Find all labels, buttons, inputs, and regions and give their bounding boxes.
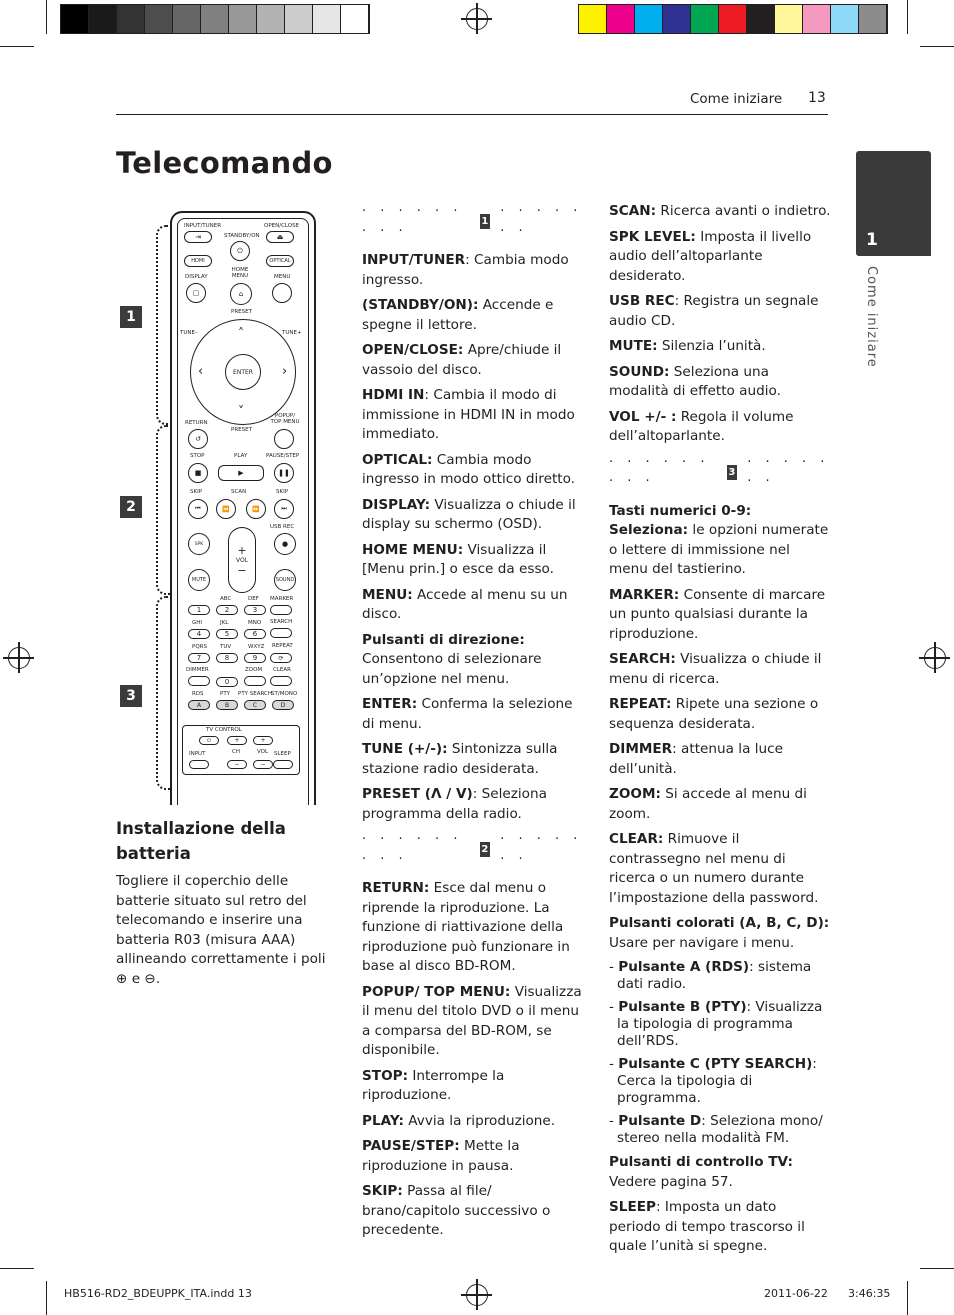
definition: Visualizza il [Menu prin.] o esce da esso. [362, 541, 554, 577]
definition: Visualizza o chiude il menu di ricerca. [609, 651, 822, 687]
label-stop: STOP [190, 453, 205, 459]
open-close-button[interactable]: ⏏ [266, 231, 294, 243]
definition-item [362, 386, 584, 445]
label-pause: PAUSE/STEP [266, 453, 300, 459]
color-swatch [663, 5, 691, 33]
tv-vol-plus-button[interactable]: + [253, 736, 273, 745]
battery-text-end: e [131, 970, 141, 987]
number-key[interactable]: 4 [188, 629, 210, 639]
color-swatch [831, 5, 859, 33]
definition-item [609, 586, 831, 645]
definition-item [609, 740, 831, 779]
color-swatch [201, 5, 229, 33]
fast-forward-button[interactable]: ⏩ [246, 499, 266, 519]
description-column-2 [609, 202, 831, 1263]
definition: Vedere pagina 57. [609, 1173, 733, 1190]
spk-level-button[interactable]: SPK [188, 533, 210, 555]
color-swatch [61, 5, 89, 33]
chapter-label: Come iniziare [864, 266, 879, 368]
definition-item [609, 292, 831, 331]
section-3-tail-list [609, 1153, 831, 1257]
label-standby: STANDBY/ON [224, 233, 260, 239]
definition: Regola il volume dell’altoparlante. [609, 408, 794, 444]
stop-button[interactable]: ■ [188, 463, 208, 483]
gray-color-bar [60, 4, 370, 34]
label-tv-control: TV CONTROL [206, 727, 242, 733]
tv-power-button[interactable]: ⏻ [199, 736, 219, 745]
section-1-list [362, 251, 584, 824]
label-tune-plus: TUNE+ [282, 330, 302, 336]
zoom-button[interactable] [244, 676, 266, 686]
section-2-continued-list [609, 202, 831, 447]
label-marker: MARKER [270, 596, 294, 602]
color-swatch [145, 5, 173, 33]
definition: : Seleziona programma della radio. [362, 786, 547, 822]
dimmer-button[interactable] [188, 676, 210, 686]
definition-item [362, 785, 584, 824]
definition-item [609, 502, 831, 580]
definition: Conferma la selezione di menu. [362, 696, 573, 732]
label-pty: PTY [220, 691, 231, 697]
definition: : Seleziona mono/ stereo nella modalità FM. [617, 1113, 823, 1146]
label-home-menu: HOME MENU [231, 267, 249, 279]
section-marker-2: 2 [120, 496, 142, 518]
vol-plus-icon: + [237, 543, 247, 557]
term: STOP: [362, 1067, 409, 1084]
color-button-list [609, 959, 831, 1147]
play-button[interactable]: ▶ [218, 465, 264, 481]
separator-marker-3: 3 [728, 466, 736, 478]
footer-date: 2011-06-22 [764, 1287, 828, 1300]
term: DISPLAY: [362, 496, 431, 513]
chapter-number: 1 [866, 230, 878, 250]
skip-forward-button[interactable]: ⏭ [274, 499, 294, 519]
number-key[interactable]: 0 [216, 677, 238, 687]
crop-mark [0, 46, 34, 47]
remote-control-illustration [170, 211, 316, 805]
usb-rec-button[interactable]: ● [274, 533, 296, 555]
color-swatch [607, 5, 635, 33]
definition-item [609, 228, 831, 287]
term: ENTER: [362, 696, 418, 712]
definition: : Visualizza la tipologia di programma dell’RDS. [617, 999, 823, 1049]
term: VOL +/- : [609, 408, 677, 425]
definition: Silenzia l’unità. [657, 338, 766, 354]
section-separator-2: · · · · · · · · · 2 · · · · · · · [362, 832, 583, 867]
registration-mark-icon [924, 647, 946, 669]
keypad-letters: MNO [248, 620, 262, 626]
direction-pad[interactable] [190, 319, 296, 425]
registration-mark-icon [466, 8, 488, 30]
definition-item [362, 879, 584, 977]
definition-item [362, 1067, 584, 1106]
term: TUNE (+/-): [362, 741, 448, 757]
term: Pulsante A (RDS) [618, 959, 750, 975]
definition: Seleziona una modalità di effetto audio. [609, 363, 781, 399]
definition-item [362, 740, 584, 779]
term: SCAN: [609, 203, 657, 219]
definition-item [362, 341, 584, 380]
tv-ch-minus-button[interactable]: − [227, 760, 247, 769]
definition-item [609, 650, 831, 689]
definition: le opzioni numerate o lettere di immissione nel menu del tastierino. [609, 522, 829, 577]
skip-back-button[interactable]: ⏮ [188, 499, 208, 519]
definition-item [609, 1153, 831, 1192]
tv-input-button[interactable] [189, 760, 209, 769]
term: Pulsante D [618, 1113, 702, 1129]
definition: Imposta il livello audio dell’altoparlante desiderato. [609, 228, 812, 284]
label-preset-down: PRESET [231, 427, 252, 433]
label-display: DISPLAY [185, 274, 208, 280]
footer-file: HB516-RD2_BDEUPPK_ITA.indd 13 [64, 1287, 252, 1300]
term: PRESET (Λ / V) [362, 786, 473, 802]
color-button-item: - Pulsante A (RDS): sistema dati radio. [609, 959, 812, 992]
label-tune-minus: TUNE– [180, 330, 198, 336]
crop-mark [907, 1281, 908, 1315]
color-swatch [747, 5, 775, 33]
term: RETURN: [362, 880, 430, 896]
display-button[interactable]: ▢ [186, 283, 206, 303]
keypad-letters: TUV [220, 644, 232, 650]
term: INPUT/TUNER [362, 252, 466, 268]
crop-mark [46, 1281, 47, 1315]
term: HDMI IN [362, 387, 425, 403]
definition-item [362, 586, 584, 625]
left-arrow-icon: ‹ [198, 364, 204, 379]
tv-control-panel [182, 725, 300, 775]
process-color-bar [578, 4, 888, 34]
term: PAUSE/STEP: [362, 1138, 460, 1154]
color-swatch [341, 5, 369, 33]
definition-item [362, 251, 584, 290]
color-button-item: - Pulsante C (PTY SEARCH): Cerca la tipologia di programma. [609, 1056, 817, 1106]
color-swatch [803, 5, 831, 33]
label-popup: POPUP/ TOP MENU [270, 413, 300, 425]
color-swatch [579, 5, 607, 33]
registration-mark-icon [466, 1284, 488, 1306]
header-rule [116, 114, 828, 115]
crop-mark [0, 1268, 34, 1269]
registration-mark-icon [8, 647, 30, 669]
label-preset-up: PRESET [231, 309, 252, 315]
keypad-letters: PQRS [192, 644, 207, 650]
term: MENU: [362, 586, 413, 603]
menu-button[interactable] [272, 283, 292, 303]
definition: Rimuove il contrassegno nel menu di ricerca o un numero durante l’impostazione della password. [609, 831, 819, 906]
definition-item [362, 1112, 584, 1132]
definition-item [609, 830, 831, 908]
definition-item [609, 363, 831, 402]
definition-item [362, 1137, 584, 1176]
number-key[interactable]: 9 [244, 653, 266, 663]
mute-button[interactable]: MUTE [188, 569, 210, 591]
section-2-list [362, 879, 584, 1241]
definition: : Cambia modo ingresso. [362, 252, 569, 288]
crop-mark [46, 0, 47, 34]
definition-item [362, 451, 584, 490]
keypad-letters: ABC [220, 596, 232, 602]
term: SKIP: [362, 1183, 403, 1199]
section-separator-3: · · · · · · · · · 3 · · · · · · · [609, 454, 830, 489]
term: MUTE: [609, 338, 658, 354]
definition-item [362, 983, 584, 1061]
crop-mark [907, 0, 908, 34]
color-swatch [691, 5, 719, 33]
popup-menu-button[interactable] [274, 429, 294, 449]
section-marker-3: 3 [120, 685, 142, 707]
term: Pulsanti di direzione: [362, 631, 525, 648]
color-swatch [173, 5, 201, 33]
definition-item [362, 296, 584, 335]
label-zoom: ZOOM [245, 667, 263, 673]
definition: Accende e spegne il lettore. [362, 297, 554, 333]
separator-marker-1: 1 [481, 216, 489, 227]
term: REPEAT: [609, 696, 672, 712]
crop-mark [920, 1268, 954, 1269]
term: PLAY: [362, 1112, 404, 1129]
hdmi-in-button[interactable]: HDMI [184, 255, 212, 267]
label-pty-search: PTY SEARCH [238, 691, 273, 697]
definition: : Imposta un dato periodo di tempo trascorso il quale l’unità si spegne. [609, 1199, 805, 1254]
section-separator-1: · · · · · · · · · 1 · · · · · · · [362, 204, 583, 239]
number-key[interactable]: 5 [216, 629, 238, 639]
color-swatch [313, 5, 341, 33]
number-key[interactable]: 7 [188, 653, 210, 663]
label-skip-fwd: SKIP [276, 489, 289, 495]
definition: Consente di marcare un punto qualsiasi durante la riproduzione. [609, 586, 826, 642]
term: SOUND: [609, 363, 670, 380]
keypad-letters: GHI [192, 620, 203, 626]
tv-ch-plus-button[interactable]: + [227, 736, 247, 745]
term: (STANDBY/ON): [362, 297, 479, 313]
definition: Cambia modo ingresso in modo ottico diretto. [362, 451, 575, 487]
number-key[interactable]: 1 [188, 605, 210, 615]
input-tuner-button[interactable]: ⇥ [184, 231, 212, 243]
number-key[interactable]: 6 [244, 629, 266, 639]
color-swatch [89, 5, 117, 33]
minus-pole-icon: ⊖ [144, 970, 156, 987]
term: DIMMER [609, 741, 673, 757]
definition-item [362, 496, 584, 535]
definition: Passa al file/ brano/capitolo successivo o precedente. [362, 1183, 551, 1238]
term: Pulsanti colorati (A, B, C, D): [609, 915, 830, 931]
number-key[interactable]: 8 [216, 653, 238, 663]
description-column-1 [362, 202, 584, 1247]
definition-item [362, 631, 584, 690]
color-swatch [229, 5, 257, 33]
label-play: PLAY [234, 453, 248, 459]
definition: Ripete una sezione o sequenza desiderata. [609, 696, 819, 732]
marker-button[interactable] [270, 605, 292, 615]
label-menu: MENU [274, 274, 291, 280]
definition: Apre/chiude il vassoio del disco. [362, 342, 562, 378]
color-button-item: - Pulsante B (PTY): Visualizza la tipologia di programma dell’RDS. [609, 999, 823, 1049]
definition-item [609, 785, 831, 824]
definition: : Registra un segnale audio CD. [609, 293, 819, 329]
definition: Sintonizza sulla stazione radio desiderata. [362, 741, 558, 777]
keypad-letters: WXYZ [248, 644, 265, 650]
definition: Avvia la riproduzione. [403, 1112, 556, 1129]
return-button[interactable]: ↺ [188, 429, 208, 449]
color-swatch [257, 5, 285, 33]
battery-text: Togliere il coperchio delle batterie situato sul retro del telecomando e inserire una batteria R03 (misura AAA) allineando correttamente i poli [116, 873, 326, 967]
keypad-letters: DEF [248, 596, 259, 602]
number-key[interactable]: 3 [244, 605, 266, 615]
definition-item [609, 202, 831, 222]
color-button-item: - Pulsante D: Seleziona mono/ stereo nella modalità FM. [609, 1113, 823, 1146]
separator-marker-2: 2 [481, 844, 489, 855]
keypad-letters: JKL [220, 620, 229, 626]
color-swatch [775, 5, 803, 33]
definition-item [609, 914, 831, 953]
label-tv-ch: CH [232, 749, 240, 755]
footer-time: 3:46:35 [848, 1287, 891, 1300]
definition: Ricerca avanti o indietro. [656, 203, 831, 219]
sleep-button[interactable] [273, 760, 293, 769]
color-swatch [859, 5, 887, 33]
label-repeat: REPEAT [272, 643, 293, 649]
color-swatch [285, 5, 313, 33]
pause-button[interactable]: ❚❚ [274, 463, 294, 483]
label-st-mono: ST/MONO [271, 691, 298, 697]
term: OPEN/CLOSE: [362, 342, 464, 358]
term: CLEAR: [609, 831, 664, 847]
term: POPUP/ TOP MENU: [362, 983, 511, 1000]
home-menu-button[interactable]: ⌂ [230, 283, 252, 305]
term: Pulsante B (PTY) [618, 999, 747, 1015]
sound-button[interactable]: SOUND [274, 569, 296, 591]
section-3-list [609, 502, 831, 954]
term: Tasti numerici 0-9: Seleziona: [609, 502, 752, 538]
up-arrow-icon: ˄ [238, 326, 244, 340]
label-sleep: SLEEP [274, 751, 291, 757]
term: MARKER: [609, 586, 680, 603]
term: HOME MENU: [362, 541, 464, 558]
definition: Consentono di selezionare un’opzione nel menu. [362, 651, 542, 687]
label-search: SEARCH [270, 619, 293, 625]
color-key-d[interactable]: D [272, 700, 294, 710]
page-number: 13 [808, 90, 826, 106]
definition: Interrompe la riproduzione. [362, 1067, 505, 1103]
definition: : sistema dati radio. [617, 959, 812, 992]
section-marker-1: 1 [120, 306, 142, 328]
definition: Visualizza il menu del titolo DVD o il menu a comparsa del BD-ROM, se disponibile. [362, 983, 582, 1058]
running-header-section: Come iniziare [690, 91, 783, 107]
clear-button[interactable] [270, 676, 292, 686]
label-return: RETURN [185, 420, 208, 426]
plus-pole-icon: ⊕ [116, 970, 128, 987]
term: Pulsanti di controllo TV: [609, 1154, 793, 1170]
down-arrow-icon: ˅ [238, 404, 244, 418]
rewind-button[interactable]: ⏪ [216, 499, 236, 519]
definition: Mette la riproduzione in pausa. [362, 1138, 520, 1174]
enter-button[interactable]: ENTER [225, 354, 261, 390]
crop-mark [920, 46, 954, 47]
optical-button[interactable]: OPTICAL [266, 255, 294, 267]
label-tv-vol: VOL [257, 749, 269, 755]
term: ZOOM: [609, 786, 661, 802]
color-key-c[interactable]: C [244, 700, 266, 710]
volume-rocker[interactable] [228, 527, 256, 593]
label-open-close: OPEN/CLOSE [264, 223, 300, 229]
definition: : attenua la luce dell’unità. [609, 741, 783, 777]
label-tv-input: INPUT [189, 751, 206, 757]
battery-heading: Installazione della batteria [116, 819, 286, 863]
repeat-button[interactable]: ⟳ [270, 653, 292, 663]
definition-item [609, 695, 831, 734]
right-arrow-icon: › [282, 364, 288, 379]
term: USB REC [609, 293, 675, 309]
label-usb-rec: USB REC [270, 524, 295, 530]
label-scan: SCAN [231, 489, 247, 495]
definition: : Cambia il modo di immissione in HDMI IN in modo immediato. [362, 387, 575, 442]
color-key-a[interactable]: A [188, 700, 210, 710]
label-dimmer: DIMMER [186, 667, 209, 673]
search-button[interactable] [270, 628, 292, 638]
color-swatch [719, 5, 747, 33]
term: SEARCH: [609, 651, 676, 667]
term: SLEEP [609, 1199, 656, 1215]
term: SPK LEVEL: [609, 228, 696, 245]
definition-item [609, 337, 831, 357]
color-key-b[interactable]: B [216, 700, 238, 710]
term: OPTICAL: [362, 451, 433, 468]
definition: Esce dal menu o riprende la riproduzione. La funzione di riattivazione della riproduzione può funzionare in base al disco BD-ROM. [362, 880, 570, 974]
chapter-tab [856, 151, 931, 256]
vol-minus-icon: − [237, 563, 247, 577]
page-title: Telecomando [116, 146, 333, 180]
term: Pulsante C (PTY SEARCH) [618, 1056, 813, 1072]
definition: : Cerca la tipologia di programma. [617, 1056, 817, 1106]
definition-item [362, 541, 584, 580]
battery-instructions: Togliere il coperchio delle batterie situato sul retro del telecomando e inserire una batteria R03 (misura AAA) allineando correttamente i poli ⊕ e ⊖. [116, 873, 326, 987]
definition-item [609, 408, 831, 447]
color-swatch [635, 5, 663, 33]
definition-item [362, 695, 584, 734]
tv-vol-minus-button[interactable]: − [253, 760, 273, 769]
color-swatch [117, 5, 145, 33]
label-clear: CLEAR [273, 667, 291, 673]
number-key[interactable]: 2 [216, 605, 238, 615]
standby-button[interactable]: ⏻ [230, 241, 250, 261]
label-rds: RDS [192, 691, 204, 697]
definition: Visualizza o chiude il display su schermo (OSD). [362, 496, 576, 532]
definition: Accede al menu su un disco. [362, 586, 568, 622]
label-skip-back: SKIP [190, 489, 203, 495]
definition: Si accede al menu di zoom. [609, 786, 807, 822]
definition: Usare per navigare i menu. [609, 934, 795, 951]
definition-item [362, 1182, 584, 1241]
label-input-tuner: INPUT/TUNER [184, 223, 222, 229]
definition-item [609, 1198, 831, 1257]
vol-label: VOL [235, 556, 249, 564]
